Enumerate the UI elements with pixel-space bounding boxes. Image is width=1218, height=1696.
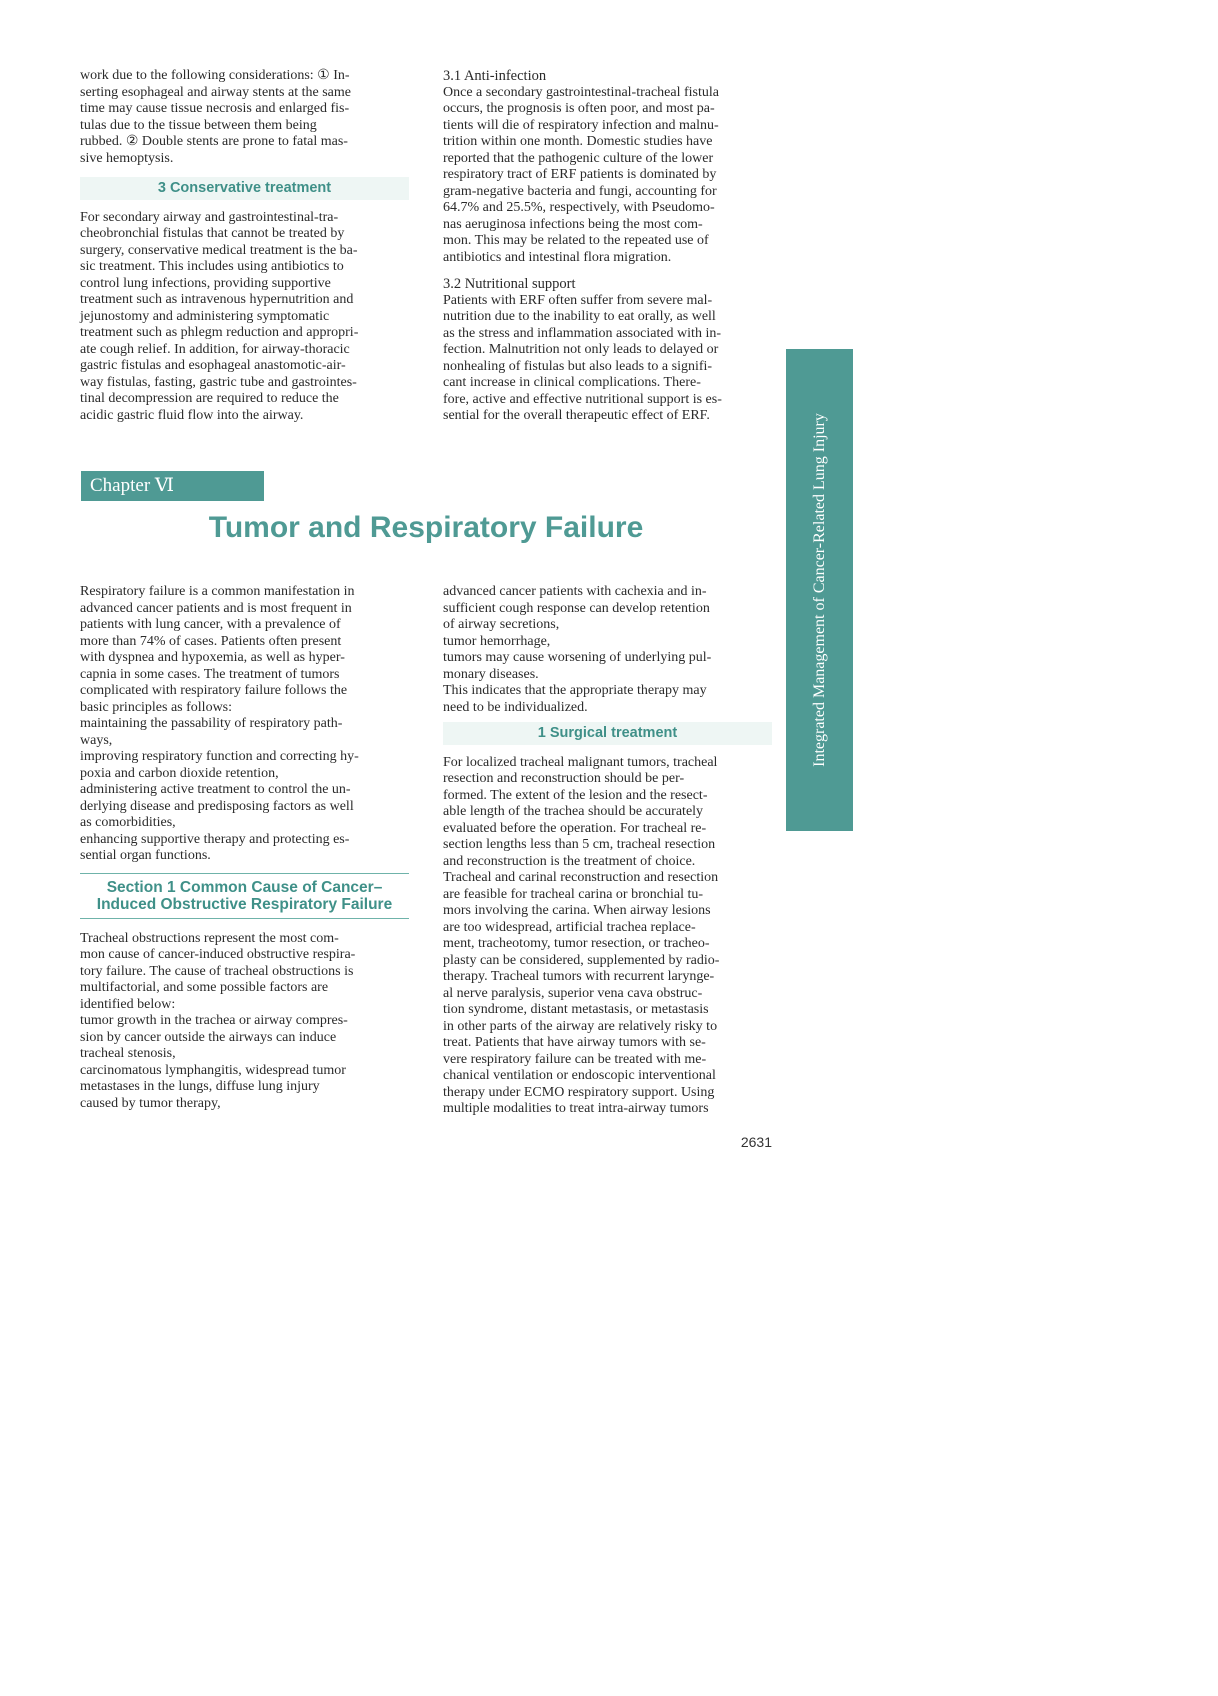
text-line: metastases in the lungs, diffuse lung injury [80,1079,320,1094]
text-line: sic treatment. This includes using antibiotics to [80,259,344,274]
top-right-column [443,68,772,435]
text-line: nonhealing of fistulas but also leads to a signifi- [443,358,713,374]
body-paragraph [443,293,772,425]
text-line: Tracheal obstructions represent the most com- [80,930,339,946]
text-line: Once a secondary gastrointestinal-tracheal fistula [443,84,719,100]
body-paragraph [80,210,409,425]
body-paragraph [80,931,409,1113]
text-line: tumors may cause worsening of underlying pul- [443,650,712,665]
text-line: multiple modalities to treat intra-airway tumors [443,1101,709,1116]
text-line: al nerve paralysis, superior vena cava obstruc- [443,985,703,1001]
text-line: fore, active and effective nutritional support is es- [443,391,722,407]
text-line: reported that the pathogenic culture of the lower [443,150,714,166]
text-line: and reconstruction is the treatment of choice. [443,853,696,869]
text-line: in other parts of the airway are relatively risky to [443,1018,718,1034]
intro-paragraph [80,68,409,167]
text-line: patients with lung cancer, with a prevalence of [80,617,341,632]
text-line: complicated with respiratory failure follows the [80,683,348,698]
bottom-right-column [443,584,772,1128]
text-line: administering active treatment to control the un- [80,782,351,797]
page-number: 2631 [740,1134,772,1150]
text-line: For localized tracheal malignant tumors, tracheal [443,754,718,770]
text-line: jejunostomy and administering symptomatic [80,308,330,324]
text-line: monary diseases. [443,666,539,682]
text-line: therapy under ECMO respiratory support. Using [443,1084,715,1100]
text-line: carcinomatous lymphangitis, widespread tumor [80,1062,346,1078]
text-line: poxia and carbon dioxide retention, [80,765,279,781]
text-line: mors involving the carina. When airway lesions [443,903,711,918]
side-tab-label: Integrated Management of Cancer-Related Lung Injury [810,413,828,767]
body-paragraph [443,85,772,267]
text-line: tracheal stenosis, [80,1046,176,1061]
text-line: serting esophageal and airway stents at the same [80,84,351,100]
text-line: capnia in some cases. The treatment of tumors [80,666,340,682]
text-line: vere respiratory failure can be treated with me- [443,1051,707,1067]
side-tab [786,349,853,831]
text-line: plasty can be considered, supplemented by radio- [443,952,720,968]
section-band-surgical: 1 Surgical treatment [443,722,772,745]
text-line: tulas due to the tissue between them being [80,117,317,133]
text-line: ment, tracheotomy, tumor resection, or tracheo- [443,936,710,951]
text-line: tory failure. The cause of tracheal obstructions is [80,963,354,979]
text-line: fection. Malnutrition not only leads to delayed or [443,342,719,357]
text-line: advanced cancer patients and is most frequent in [80,600,352,616]
section-heading [80,873,409,919]
intro-paragraph [443,584,772,716]
body-paragraph [443,755,772,1118]
intro-paragraph [80,584,409,865]
text-line: advanced cancer patients with cachexia and in- [443,584,707,599]
text-line: time may cause tissue necrosis and enlarged fis- [80,101,350,116]
text-line: as the stress and inflammation associated with in- [443,325,721,341]
text-line: of airway secretions, [443,617,560,632]
text-line: treat. Patients that have airway tumors with se- [443,1035,706,1050]
text-line: cant increase in clinical complications. There- [443,375,701,390]
text-line: tumor hemorrhage, [443,633,551,649]
text-line: tients will die of respiratory infection and malnu- [443,117,719,133]
text-line: gram-negative bacteria and fungi, accounting for [443,183,717,199]
text-line: work due to the following considerations: ① In- [80,68,350,83]
text-line: surgery, conservative medical treatment is the ba- [80,242,358,258]
text-line: This indicates that the appropriate therapy may [443,683,707,698]
text-line: cheobronchial fistulas that cannot be treated by [80,226,345,241]
section-heading-line: Induced Obstructive Respiratory Failure [96,895,393,913]
text-line: 64.7% and 25.5%, respectively, with Pseudomo- [443,200,715,215]
text-line: enhancing supportive therapy and protecting es- [80,831,350,847]
text-line: antibiotics and intestinal flora migration. [443,249,672,265]
text-line: Tracheal and carinal reconstruction and resection [443,870,719,885]
text-line: tumor growth in the trachea or airway compres- [80,1013,348,1028]
text-line: formed. The extent of the lesion and the resect- [443,787,708,803]
text-line: sufficient cough response can develop retention [443,600,710,616]
text-line: caused by tumor therapy, [80,1095,221,1111]
text-line: sential organ functions. [80,848,211,863]
text-line: ways, [80,732,113,748]
text-line: For secondary airway and gastrointestinal-tra- [80,209,339,225]
text-line: are too widespread, artificial trachea replace- [443,919,696,935]
chapter-label: Chapter Ⅵ [81,471,264,501]
text-line: need to be individualized. [443,699,588,715]
text-line: Patients with ERF often suffer from severe mal- [443,292,713,308]
text-line: evaluated before the operation. For tracheal re- [443,820,707,836]
text-line: resection and reconstruction should be per- [443,771,685,786]
subsection-heading-anti-infection: 3.1 Anti-infection [443,68,547,84]
text-line: identified below: [80,996,176,1012]
text-line: able length of the trachea should be accurately [443,804,704,819]
text-line: way fistulas, fasting, gastric tube and gastrointes- [80,374,357,390]
text-line: trition within one month. Domestic studies have [443,134,713,149]
text-line: treatment such as intravenous hypernutrition and [80,292,354,307]
text-line: sion by cancer outside the airways can induce [80,1029,337,1045]
text-line: multifactorial, and some possible factors are [80,980,329,995]
text-line: rubbed. ② Double stents are prone to fatal mas- [80,134,348,149]
text-line: sential for the overall therapeutic effect of ERF. [443,408,710,423]
text-line: mon. This may be related to the repeated use of [443,233,709,248]
text-line: acidic gastric fluid flow into the airway. [80,407,304,423]
text-line: sive hemoptysis. [80,150,174,166]
text-line: are feasible for tracheal carina or bronchial tu- [443,886,704,902]
text-line: derlying disease and predisposing factors as well [80,798,354,814]
section-heading-line: Section 1 Common Cause of Cancer– [106,878,383,896]
text-line: as comorbidities, [80,815,176,830]
text-line: nas aeruginosa infections being the most com- [443,216,703,232]
text-line: control lung infections, providing supportive [80,275,331,291]
text-line: maintaining the passability of respiratory path- [80,716,343,731]
chapter-title: Tumor and Respiratory Failure [208,511,644,544]
text-line: more than 74% of cases. Patients often present [80,633,342,649]
text-line: basic principles as follows: [80,699,233,715]
text-line: occurs, the prognosis is often poor, and most pa- [443,101,715,116]
text-line: section lengths less than 5 cm, tracheal resection [443,837,716,852]
text-line: tinal decompression are required to reduce the [80,391,339,406]
text-line: therapy. Tracheal tumors with recurrent larynge- [443,969,715,984]
text-line: gastric fistulas and esophageal anastomotic-air- [80,358,346,373]
text-line: Respiratory failure is a common manifestation in [80,584,355,599]
text-line: ate cough relief. In addition, for airway-thoracic [80,341,350,357]
top-left-column [80,68,409,434]
subsection-heading-nutritional-support: 3.2 Nutritional support [443,276,576,292]
text-line: nutrition due to the inability to eat orally, as well [443,309,716,324]
text-line: chanical ventilation or endoscopic interventional [443,1068,716,1083]
bottom-left-column [80,584,409,1122]
text-line: tion syndrome, distant metastasis, or metastasis [443,1002,709,1017]
text-line: respiratory tract of ERF patients is dominated by [443,167,717,182]
text-line: improving respiratory function and correcting hy- [80,749,359,764]
text-line: treatment such as phlegm reduction and appropri- [80,325,359,340]
text-line: with dyspnea and hypoxemia, as well as hyper- [80,650,345,665]
section-band-conservative: 3 Conservative treatment [80,177,409,200]
text-line: mon cause of cancer-induced obstructive respira- [80,947,356,962]
